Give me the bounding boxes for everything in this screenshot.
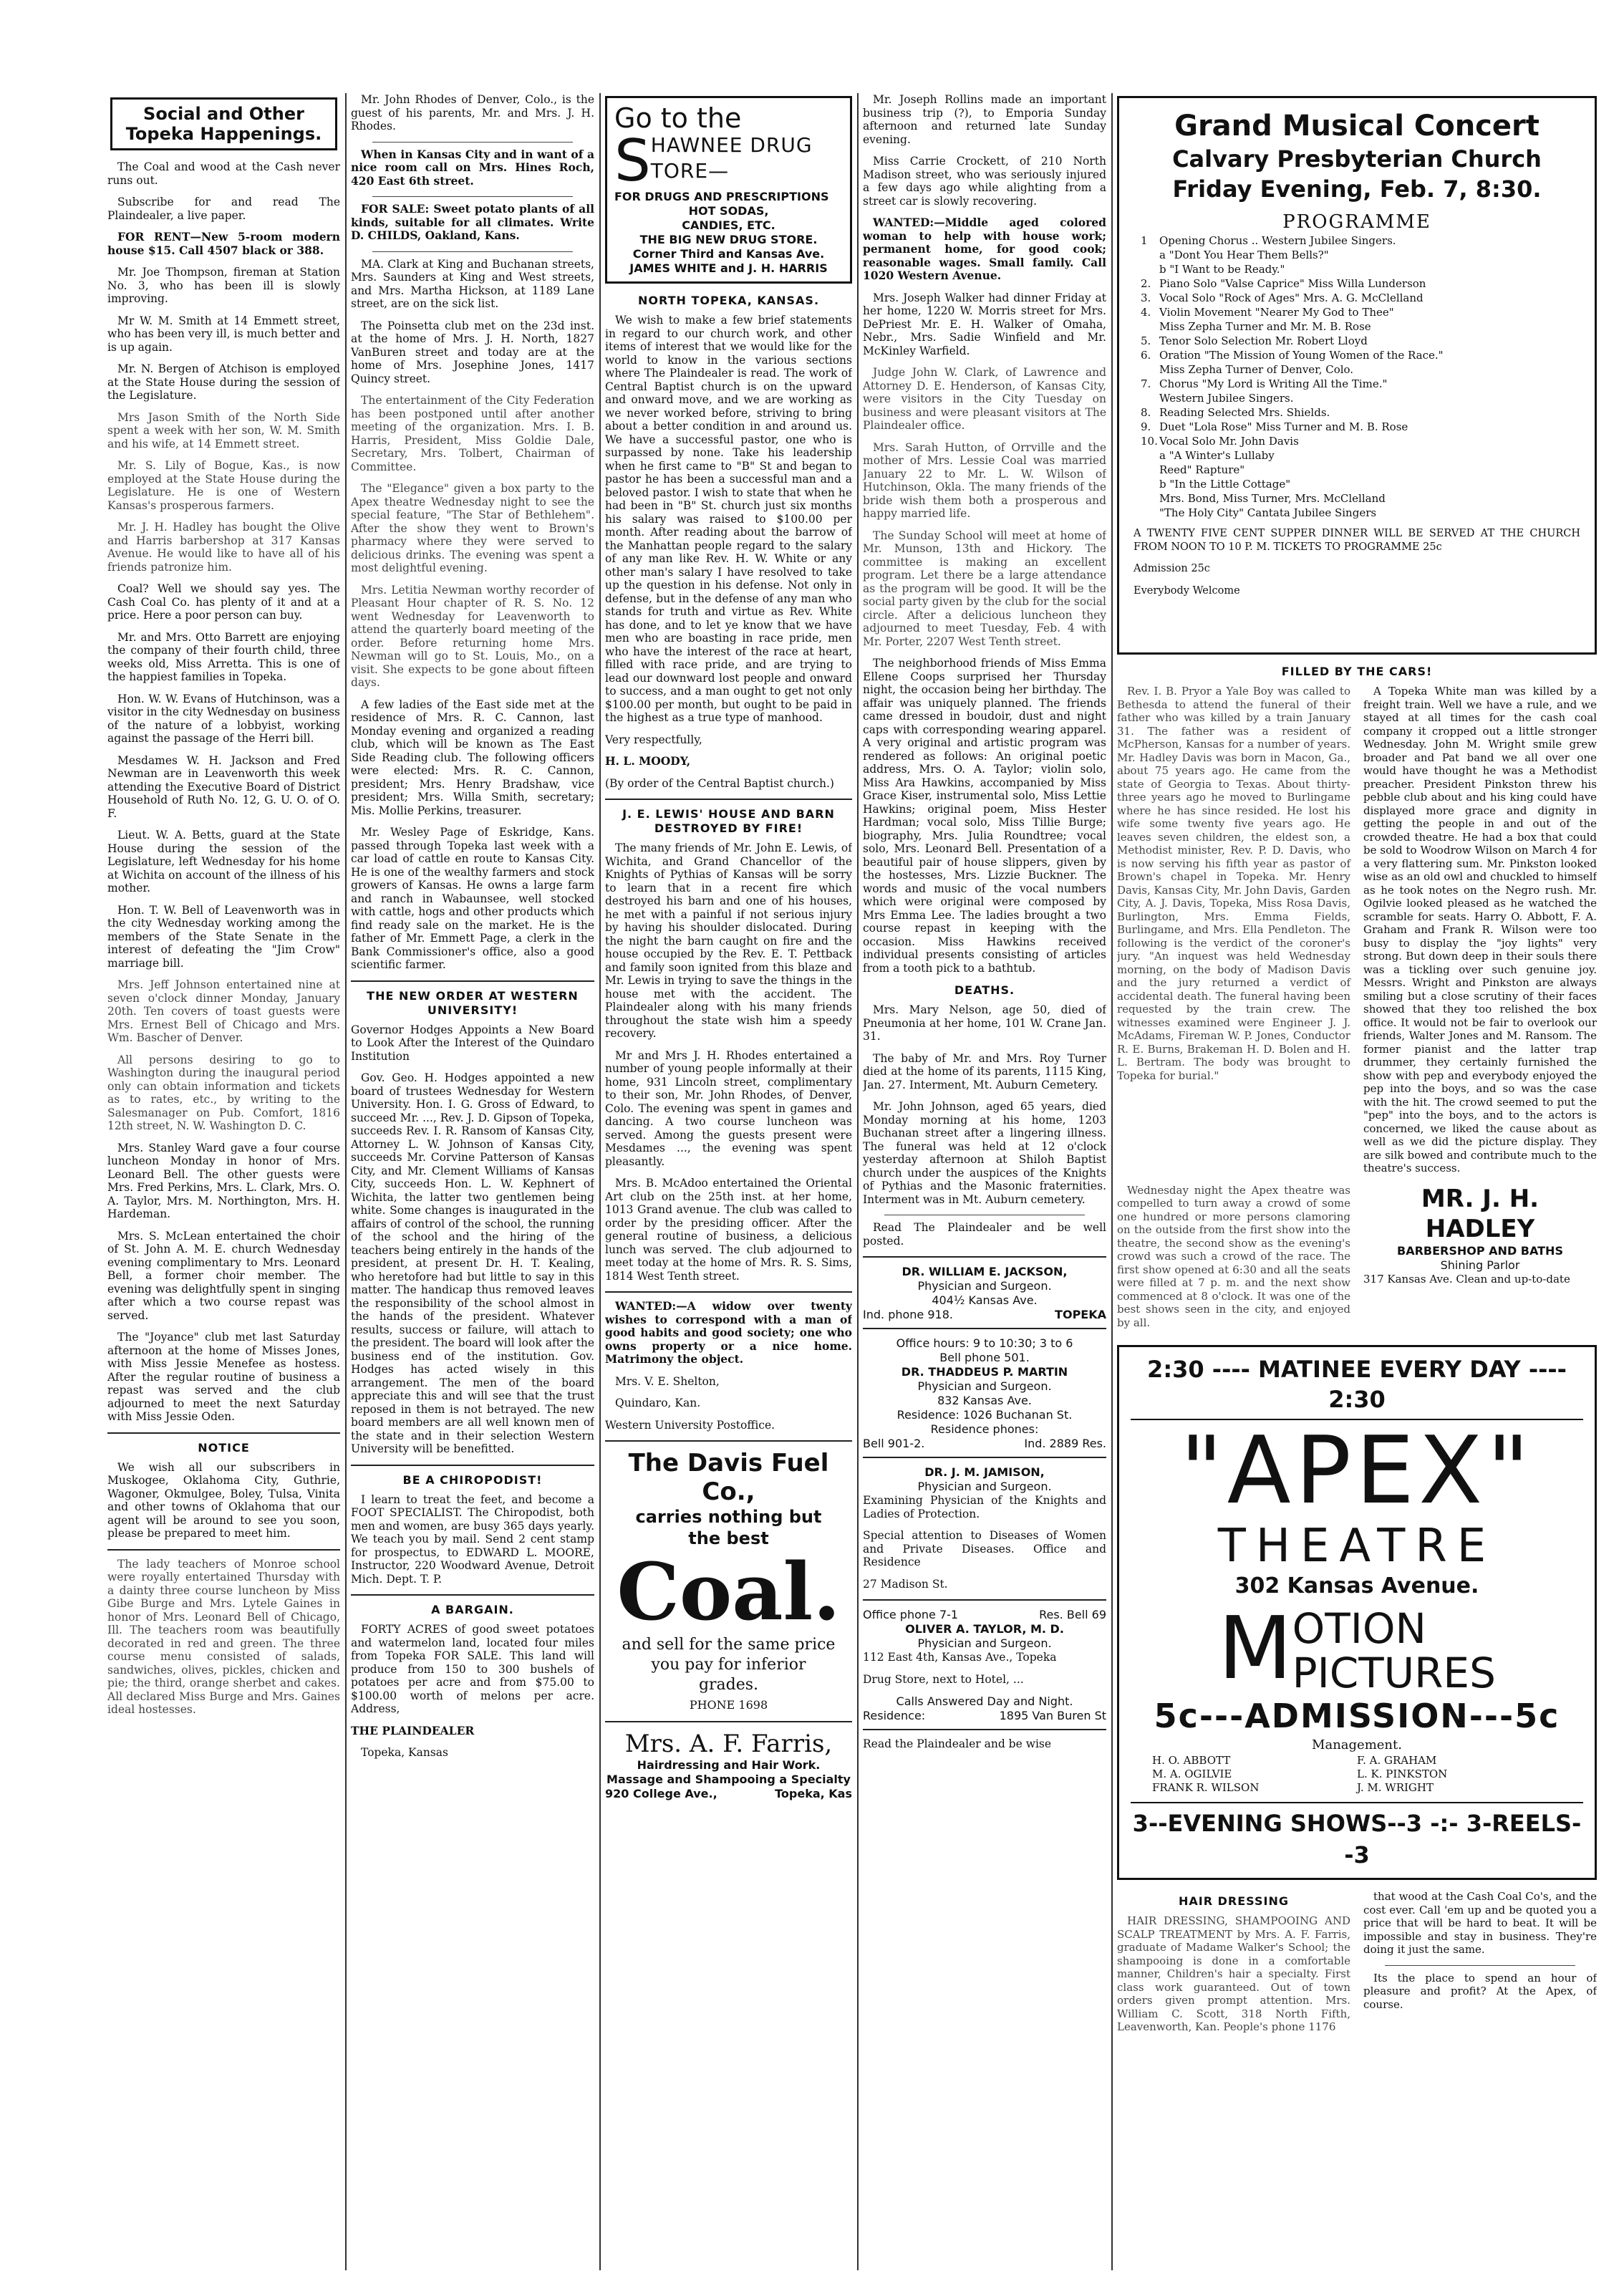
coal-word: Coal. (617, 1546, 841, 1638)
programme-item-text: a "Dont You Hear Them Bells?" (1159, 249, 1329, 261)
apex-theatre-word: THEATRE (1217, 1520, 1497, 1573)
divider (605, 1440, 852, 1442)
apex-evening-shows: 3--EVENING SHOWS--3 -:- 3-REELS--3 (1131, 1802, 1583, 1871)
davis-fuel-headline: The Davis Fuel Co., (628, 1449, 829, 1506)
hadley-line: BARBERSHOP AND BATHS (1397, 1243, 1563, 1258)
column-rule (857, 93, 859, 2270)
drug-line: THE BIG NEW DRUG STORE. (639, 233, 818, 246)
programme-item-text: b "I Want to be Ready." (1159, 263, 1285, 276)
article-paragraph: FOR SALE: Sweet potato plants of all kinds, suitable for all climates. Write D. CHILDS, Oakland, Kans. (351, 202, 594, 242)
wanted-place-2: Western University Postoffice. (605, 1418, 775, 1432)
article-paragraph: FOR RENT—New 5-room modern house $15. Call 4507 black or 388. (107, 230, 340, 257)
programme-item (1141, 492, 1580, 506)
death-notice: Mr. John Johnson, aged 65 years, died Monday morning at his home, 1203 Buchanan street after a lingering illness. The funeral was held at 12 o'clock yesterday afternoon at Shiloh Baptist church under the auspices of the Knights of Pythias and the Masonic fraternities. Interment was in Mt. Auburn cemetery. (863, 1100, 1106, 1206)
programme-item (1141, 277, 1580, 291)
dr-jamison-line: Special attention to Diseases of Women and Private Diseases. Office and Residence (863, 1529, 1106, 1568)
davis-fuel-sub: carries nothing but (635, 1507, 822, 1527)
deaths-headline: DEATHS. (954, 983, 1015, 997)
dr-martin-line: Residence phones: (930, 1422, 1039, 1436)
church-signature: H. L. MOODY, (605, 754, 691, 768)
cash-coal-text: that wood at the Cash Coal Co's, and the cost ever. Call 'em up and be quoted you a price that will be hard to beat. It will be impossible and stay in business. They're doing it just the same. (1363, 1890, 1597, 1956)
church-headline: NORTH TOPEKA, KANSAS. (637, 294, 820, 307)
cars-right-text: A Topeka White man was killed by a freight train. Well we have a rule, and we stayed at all times for the cash coal company it cropped out a little stronger Wednesday. John M. Wright smile grew broader and Pat band we all over one would have thought he was a Methodist preacher. President Pinkston threw his pebble club about and his king could have displayed more grace and dignity in getting the people in and out of the crowded theatre. He had a box that could be sold to Woodrow Wilson on March 4 for a very flattering sum. Mr. Pinkston looked wise as an old owl and chuckled to himself as he took notes on the Negro rush. Mr. Ogilvie looked pleased as he watched the scramble for seats. Harry O. Abbott, F. A. Graham and Frank R. Wilson were too busy to display the "joy lights" very strong. But down deep in their souls there was a tickling over such genuine joy. Messrs. Wright and Pinkston are always smiling but a close scrutiny of their faces showed that they too relished the box office. It would not be fair to overlook our friends, Walter Jones and M. Ransom. The former pianist and the latter trap drummer, they certainly furnished the show with pep and everybody enjoyed the pep into the boys, and so was the case with the hit. The crowd seemed to put the "pep" into the boys, and to the actors is concerned, we liked the cause about as well as we did the picture display. They are silk bowed and contribute much to the theatre's success. (1363, 685, 1597, 1175)
programme-item (1141, 449, 1580, 463)
dr-jackson-city: TOPEKA (1055, 1308, 1106, 1321)
drug-line: JAMES WHITE and J. H. HARRIS (629, 261, 828, 275)
article-paragraph: A few ladies of the East side met at the residence of Mrs. R. C. Cannon, last Monday evening and organized a reading club, which will be known as The East Side Reading club. The following officers were elected: Mrs. R. C. Cannon, president; Mrs. Henry Bradshaw, vice president; Mrs. Willa Smith, secretary; Mis. Mollie Perkins, treasurer. (351, 698, 594, 817)
article-paragraph: Mrs. Joseph Walker had dinner Friday at her home, 1220 W. Morris street for Mrs. DePriest Mr. E. H. Walker of Omaha, Nebr., Mrs. Sadie Winfield and Mr. McKinley Warfield. (863, 291, 1106, 357)
fire-text: The many friends of Mr. John E. Lewis, of Wichita, and Grand Chancellor of the Knights of Pythias of Kansas will be sorry to learn that in a recent fire which destroyed his barn and one of his houses, he met with a painful if not serious injury by having his shoulder dislocated. During the night the barn caught on fire and the house occupied by the Rev. E. T. Pettback and family soon ignited from this blaze and Mr. Lewis in trying to save the things in the house met with the accident. The Plaindealer along with his many friends throughout the state wish him a speedy recovery. (605, 842, 852, 1040)
divider (605, 1291, 852, 1293)
concert-date: Friday Evening, Feb. 7, 8:30. (1172, 175, 1542, 203)
hadley-name: MR. J. H. HADLEY (1421, 1184, 1540, 1243)
article-paragraph: The Coal and wood at the Cash never runs out. (107, 160, 340, 187)
programme-item (1141, 263, 1580, 276)
cars-headline: FILLED BY THE CARS! (1281, 665, 1433, 678)
programme-item (1141, 406, 1580, 420)
article-paragraph: Mr. John Rhodes of Denver, Colo., is the guest of his parents, Mr. and Mrs. J. H. Rhodes. (351, 93, 594, 132)
dr-martin-line: Residence: 1026 Buchanan St. (896, 1408, 1073, 1422)
dr-jamison-line: Physician and Surgeon. (917, 1480, 1052, 1493)
programme-item-number: 6. (1141, 349, 1151, 362)
programme-item-text: Chorus "My Lord is Writing All the Time." (1159, 377, 1388, 390)
article-paragraph: Hon. W. W. Evans of Hutchinson, was a visitor in the city Wednesday on business of the nature of a lobbyist, working against the passage of the Herri bill. (107, 692, 340, 745)
bargain-place: Topeka, Kansas (361, 1746, 449, 1759)
programme-item-text: Miss Zepha Turner and Mr. M. B. Rose (1159, 320, 1371, 333)
western-university-text: Gov. Geo. H. Hodges appointed a new board of trustees Wednesday for Western University. Hon. I. G. Gross of Edward, to succeed Mr. ..., Rev. J. D. Gipson of Topeka, succeeds Rev. I. R. Ransom of Kansas City, Attorney L. W. Johnson of Kansas City, succeeds Mr. Corvine Patterson of Kansas City, and Mr. Clement Williams of Kansas City, succeeds Hon. L. W. Kephnert of Wichita, the latter two gentlemen being white. Some changes is inaugurated in the affairs of control of the school, the running of the school and the hiring of the teachers being entirely in the hands of the president, at present Dr. H. T. Kealing, who heretofore had but little to say in this matter. The handicap thus removed leaves the responsibility of the school almost in the hands of the president. Whatever results, success or failure, will attach to the president. The board will look after the business end of the institution. Gov. Hodges has acted wisely in this arrangement. The men of the board appreciate this and will see that the trust reposed in them is not betrayed. The new board members are all well known men of the state and in their selection Western University will be benefitted. (351, 1071, 594, 1455)
programme-item-number: 1 (1141, 234, 1148, 247)
programme-list (1134, 234, 1580, 520)
davis-fuel-tail: and sell for the same price (622, 1636, 836, 1654)
apex-management-label: Management. (1312, 1737, 1402, 1752)
fire-headline: J. E. LEWIS' HOUSE AND BARN DESTROYED BY FIRE! (622, 807, 835, 835)
programme-item-text: Miss Zepha Turner of Denver, Colo. (1159, 363, 1354, 376)
apex-management (1131, 1754, 1583, 1795)
article-paragraph: Mrs. S. McLean entertained the choir of St. John A. M. E. church Wednesday evening complimentary to Mrs. Leonard Bell, a former choir member. The evening was delightfully spent in singing after which a two course repast was served. (107, 1229, 340, 1322)
divider (351, 980, 594, 982)
dr-jackson-line: Physician and Surgeon. (917, 1279, 1052, 1293)
manager-name: J. M. WRIGHT (1357, 1781, 1434, 1794)
social-header: Social and Other Topeka Happenings. (110, 97, 337, 150)
divider (605, 1721, 852, 1722)
programme-item-text: Western Jubilee Singers. (1159, 392, 1294, 405)
davis-fuel-tail: grades. (698, 1676, 759, 1694)
article-paragraph: WANTED:—Middle aged colored woman to help with house work; permanent home, for good cook; reasonable wages. Small family. Call 1020 Western Avenue. (863, 216, 1106, 282)
drug-go-to: Go to the (614, 102, 742, 134)
article-paragraph: Mr. J. H. Hadley has bought the Olive and Harris barbershop at 317 Kansas Avenue. He would like to have all of his friends patronize him. (107, 521, 340, 574)
article-paragraph: Mesdames W. H. Jackson and Fred Newman are in Leavenworth this week attending the Executive Board of District Household of Ruth No. 12, G. U. O. of O. F. (107, 753, 340, 820)
programme-item (1141, 320, 1580, 334)
concert-ad (1117, 96, 1597, 655)
chiropodist-headline: BE A CHIROPODIST! (402, 1472, 543, 1487)
programme-item (1141, 420, 1580, 434)
article-paragraph: The neighborhood friends of Miss Emma Ellene Coops surprised her Thursday night, the occasion being her birthday. The affair was uniquely planned. The friends came dressed in boudoir, dust and night caps with corresponding wearing apparel. A very original and artistic program was rendered as follows: An original poetic address, Mrs. O. A. Taylor; violin solo, Miss Ara Hawkins, accompanied by Miss Grace Kiser, instrumental solo, Miss Lettie Hawkins; original poem, Miss Hester Hardman; vocal solo, Miss Tillie Burge; biography, Mrs. Julia Roundtree; vocal solo, Mrs. Leonard Bell. Presentation of a beautiful pair of house slippers, given by the hostesses, Mrs. Lizzie Buckner. The words and music of the vocal numbers which were original were composed by Mrs Emma Lee. The ladies brought a two course repast in keeping with the occasion. Miss Hawkins received individual presents consisting of articles from a tooth pick to a bathtub. (863, 657, 1106, 975)
farris-address: 920 College Ave., (605, 1787, 717, 1800)
hadley-line: 317 Kansas Ave. Clean and up-to-date (1363, 1272, 1570, 1286)
programme-item-text: Oration "The Mission of Young Women of the Race." (1159, 349, 1444, 362)
programme-item-number: 8. (1141, 406, 1151, 419)
drug-line: CANDIES, ETC. (682, 218, 775, 232)
article-paragraph: All persons desiring to go to Washington during the inaugural period only can obtain information and tickets as to rates, etc., by writing to the Salesmanager on Pub. Comfort, 1816 12th street, N. W. Washington D. C. (107, 1053, 340, 1132)
programme-item-text: Duet "Lola Rose" Miss Turner and M. B. Rose (1159, 420, 1408, 433)
programme-item-number: 2. (1141, 277, 1151, 290)
article-paragraph: Mr. Joe Thompson, fireman at Station No. 3, who has been ill is slowly improving. (107, 266, 340, 305)
article-paragraph: Judge John W. Clark, of Lawrence and Attorney D. E. Henderson, of Kansas City, were visitors in the City Tuesday on business and were pleasant visitors at The Plaindealer office. (863, 366, 1106, 432)
programme-item-number: 4. (1141, 306, 1151, 319)
dr-jackson-line: 404½ Kansas Ave. (932, 1293, 1038, 1307)
death-notice: Mrs. Mary Nelson, age 50, died of Pneumonia at her home, 101 W. Crane Jan. 31. (863, 1003, 1106, 1043)
bargain-signature: THE PLAINDEALER (351, 1723, 475, 1737)
hadley-line: Shining Parlor (1440, 1258, 1520, 1272)
wanted-signature: Mrs. V. E. Shelton, (615, 1374, 720, 1388)
western-university-headline: THE NEW ORDER AT WESTERN UNIVERSITY! (367, 988, 579, 1017)
apex-pictures: PICTURES (1292, 1649, 1496, 1697)
article-paragraph: Mr. N. Bergen of Atchison is employed at the State House during the session of the Legislature. (107, 362, 340, 402)
divider (1385, 1965, 1575, 1966)
article-paragraph: The Poinsetta club met on the 23d inst. at the home of Mrs. J. H. North, 1827 VanBuren street and today are at the home of Mrs. Josephine Jones, 1417 Quincy street. (351, 319, 594, 385)
dr-taylor-res-phone: Res. Bell 69 (1039, 1608, 1106, 1621)
concert-church: Calvary Presbyterian Church (1172, 145, 1542, 173)
bottom-row (1117, 1890, 1597, 2043)
divider (863, 1256, 1106, 1258)
article-paragraph: Subscribe for and read The Plaindealer, a live paper. (107, 196, 340, 222)
farris-line: Massage and Shampooing a Specialty (606, 1773, 851, 1786)
programme-item (1141, 392, 1580, 405)
dr-martin-bell: Bell 901-2. (863, 1437, 925, 1450)
drug-name-line2: TORE— (650, 159, 730, 183)
farris-name: Mrs. A. F. Farris, (624, 1730, 833, 1758)
farris-city: Topeka, Kas (775, 1787, 852, 1800)
church-close: Very respectfully, (605, 733, 702, 746)
article-paragraph: Lieut. W. A. Betts, guard at the State House during the session of the Legislature, left Wednesday for his home at Wichita on account of the illness of his mother. (107, 829, 340, 895)
bargain-headline: A BARGAIN. (431, 1603, 514, 1616)
divider (107, 1549, 340, 1551)
divider (863, 1457, 1106, 1458)
rhodes-text: Mr and Mrs J. H. Rhodes entertained a number of young people informally at their home, 931 Lincoln street, complimentary to their son, Mr. John Rhodes, of Denver, Colo. The evening was spent in games and dancing. A two course luncheon was served. Among the guests present were Mesdames ..., the evening was spent pleasantly. (605, 1048, 852, 1168)
programme-item-number: 5. (1141, 334, 1151, 347)
column-rule (345, 93, 347, 2270)
concert-title: Grand Musical Concert (1174, 110, 1540, 143)
church-signature-note: (By order of the Central Baptist church.) (605, 776, 834, 790)
dr-martin-line: 832 Kansas Ave. (937, 1394, 1032, 1407)
church-text: We wish to make a few brief statements in regard to our church work, and other items of interest that we would like for the world to know in the various sections where The Plaindealer is read. The work of Central Baptist church is on the upward and onward move, and we are working as we never worked before, striving to bring about a better condition in and around us. We have a successful pastor, one who is surpassed by none. Take his leadership when he first came to "B" St and began to pastor he has been a successful man and a beloved pastor. I wish to state that when he had been in "B" St. church just six months his salary was raised to $100.00 per month. After reading about the barrow of the Manhattan people regard to the salary of any man like Rev. H. W. White or any other man's salary I have resolved to take up the question in his defense. Not only in defense, but in the defense of any man who stands for truth and virtue as Rev. White has done, and to let ye know that we have men who are boasting in race pride, men who have the interest of the race at heart, filled with race pride, and are trying to lead our downward lost people and onward to success, and a man ought to get not only $100.00 per month, but ought to be paid in the highest as a true type of manhood. (605, 314, 852, 724)
divider (372, 251, 573, 252)
article-paragraph: Mr. Wesley Page of Eskridge, Kans. passed through Topeka last week with a car load of cattle en route to Kansas City. He is one of the wealthy farmers and stock growers of Kansas. He owns a large farm and ranch in Wabaunsee, well stocked with cattle, hogs and other products which find ready sale on the market. He is the father of Mr. Emmett Page, a clerk in the Bank Commissioner's office, also a good scientific farmer. (351, 826, 594, 971)
column-4 (863, 93, 1106, 2270)
divider (605, 799, 852, 800)
hair-text: HAIR DRESSING, SHAMPOOING AND SCALP TREATMENT by Mrs. A. F. Farris, graduate of Madame Walker's School; the shampooing is done in a comfortable manner, Children's hair a specialty. First class work guaranteed. Out of town orders given prompt attention. Mrs. William C. Scott, 318 North Fifth, Leavenworth, Kan. People's phone 1176 (1117, 1914, 1350, 2033)
column-5 (1117, 93, 1597, 2270)
article-paragraph: Coal? Well we should say yes. The Cash Coal Co. has plenty of it and at a price. Here a poor person can buy. (107, 582, 340, 622)
programme-item (1141, 291, 1580, 305)
programme-item-number: 7. (1141, 377, 1151, 390)
cars-bottom-text: Wednesday night the Apex theatre was compelled to turn away a crowd of some one hundred or more persons clamoring on the outside from the first show into the theatre, the second show as the evening's crowd was such a crowd of the race. The first show opened at 6:30 and all the seats were filled at 7 p. m. and the next show commenced at 8 o'clock. It was one of the best shows seen in the city, and enjoyed by all. (1117, 1183, 1350, 1329)
davis-fuel-phone: PHONE 1698 (689, 1698, 768, 1712)
manager-name: M. A. OGILVIE (1152, 1768, 1232, 1780)
programme-item-text: Vocal Solo "Rock of Ages" Mrs. A. G. McClelland (1159, 291, 1424, 304)
article-paragraph: The lady teachers of Monroe school were royally entertained Thursday with a dainty three course luncheon by Miss Gibe Burge and Mrs. Lytele Gaines in honor of Mrs. Leonard Bell of Chicago, Ill. The teachers room was beautifully decorated in red and green. The three course menu consisted of salads, sandwiches, olives, pickles, chicken and pie; the third, orange sherbet and cakes. All declared Miss Burge and Mrs. Gaines ideal hostesses. (107, 1557, 340, 1716)
programme-item-text: b "In the Little Cottage" (1159, 478, 1291, 491)
dr-martin-name: DR. THADDEUS P. MARTIN (901, 1365, 1068, 1379)
programme-item-text: Opening Chorus .. Western Jubilee Singers. (1159, 234, 1396, 247)
programme-item (1141, 349, 1580, 362)
divider (372, 196, 573, 197)
manager-name: L. K. PINKSTON (1357, 1768, 1448, 1780)
programme-item-text: Piano Solo "Valse Caprice" Miss Willa Lunderson (1159, 277, 1426, 290)
programme-item (1141, 249, 1580, 262)
apex-pleasure-text: Its the place to spend an hour of pleasure and profit? At the Apex, of course. (1363, 1971, 1597, 2011)
davis-fuel-tail: you pay for inferior (651, 1656, 806, 1674)
programme-item-text: Reed" Rapture" (1159, 463, 1245, 476)
article-paragraph: Mr W. M. Smith at 14 Emmett street, who has been very ill, is much better and is up again. (107, 314, 340, 354)
programme-item (1141, 506, 1580, 520)
programme-title: PROGRAMME (1282, 211, 1431, 233)
dr-martin-phone: Bell phone 501. (939, 1351, 1030, 1364)
article-paragraph: Hon. T. W. Bell of Leavenworth was in the city Wednesday working among the members of the State Senate in the interest of defeating the "Jim Crow" marriage bill. (107, 903, 340, 970)
divider (863, 1328, 1106, 1329)
dr-taylor-line: 112 East 4th, Kansas Ave., Topeka (863, 1651, 1057, 1664)
davis-fuel-sub: the best (688, 1528, 769, 1548)
dr-taylor-res-label: Residence: (863, 1709, 926, 1722)
apex-name: "APEX" (1179, 1416, 1534, 1525)
mcadoo-text: Mrs. B. McAdoo entertained the Oriental Art club on the 25th inst. at her home, 1013 Grand avenue. The club was called to order by the presiding officer. After the general routine of business, a delicious lunch was served. The club adjourned to meet today at the home of Mrs. R. S. Sims, 1814 West Tenth street. (605, 1177, 852, 1283)
column-2 (351, 93, 594, 2270)
programme-item-number: 10. (1141, 435, 1158, 448)
drug-initial: S (614, 127, 651, 194)
wanted-place: Quindaro, Kan. (615, 1397, 701, 1409)
farris-line: Hairdressing and Hair Work. (637, 1758, 821, 1772)
article-paragraph: MA. Clark at King and Buchanan streets, Mrs. Saunders at King and West streets, and Mrs. Martha Hickson, at 1189 Lane street, are on the sick list. (351, 257, 594, 310)
cars-article (1117, 685, 1597, 1184)
programme-item-text: a "A Winter's Lullaby (1159, 449, 1275, 462)
concert-admission: Admission 25c (1134, 563, 1210, 574)
programme-item (1141, 377, 1580, 391)
apex-theatre-ad (1117, 1345, 1597, 1880)
article-paragraph: Mr. and Mrs. Otto Barrett are enjoying the company of their fourth child, three weeks old, Miss Arretta. This is one of the happiest families in Topeka. (107, 630, 340, 683)
programme-item-text: "The Holy City" Cantata Jubilee Singers (1159, 506, 1377, 519)
drug-line: Corner Third and Kansas Ave. (632, 247, 825, 261)
chiropodist-text: I learn to treat the feet, and become a FOOT SPECIALIST. The Chiropodist, both men and women, are busy 365 days yearly. We teach you by mail. Send 2 cent stamp for prospectus, to EDWARD L. MOORE, Instructor, 220 Woodward Avenue, Detroit Mich. Dept. T. P. (351, 1493, 594, 1586)
column-3 (605, 93, 852, 2270)
divider (863, 1729, 1106, 1730)
article-paragraph: The "Elegance" given a box party to the Apex theatre Wednesday night to see the special feature, "The Star of Bethlehem". After the show they went to Brown's pharmacy where they were served to delicious drinks. The evening was spent a most delightful evening. (351, 482, 594, 574)
manager-name: H. O. ABBOTT (1152, 1754, 1231, 1767)
drug-line: HOT SODAS, (688, 204, 769, 218)
dr-martin-line: Physician and Surgeon. (917, 1379, 1052, 1393)
article-paragraph: Mrs Jason Smith of the North Side spent a week with her son, W. M. Smith and his wife, at 14 Emmett street. (107, 410, 340, 450)
apex-address: 302 Kansas Avenue. (1234, 1573, 1479, 1598)
concert-footer: A TWENTY FIVE CENT SUPPER DINNER WILL BE SERVED AT THE CHURCH FROM NOON TO 10 P. M. TICKETS TO PROGRAMME 25c (1134, 528, 1580, 553)
divider (107, 1432, 340, 1434)
column-rule (1111, 93, 1113, 2270)
dr-taylor-res-address: 1895 Van Buren St (999, 1709, 1106, 1722)
programme-item (1141, 478, 1580, 491)
article-paragraph: The entertainment of the City Federation has been postponed until after another meeting of the organization. Mrs. I. B. Harris, President, Miss Goldie Dale, Secretary, Mrs. Tolbert, Chairman of Committee. (351, 394, 594, 473)
shawnee-drug-ad (605, 96, 852, 284)
column-1 (107, 93, 340, 2270)
article-paragraph: When in Kansas City and in want of a nice room call on Mrs. Hines Roch, 420 East 6th street. (351, 147, 594, 188)
dr-jackson-name: DR. WILLIAM E. JACKSON, (902, 1265, 1068, 1278)
article-paragraph: The "Joyance" club met last Saturday afternoon at the home of Misses Jones, with Miss Jessie Menefee as hostess. After the regular routine of business a repast was served and the club adjourned to meet the next Saturday with Miss Jessie Oden. (107, 1331, 340, 1423)
programme-item (1141, 306, 1580, 319)
programme-item-number: 9. (1141, 420, 1151, 433)
manager-name: FRANK R. WILSON (1152, 1781, 1260, 1794)
newspaper-page (107, 93, 1597, 2270)
dr-taylor-office-phone: Office phone 7-1 (863, 1608, 959, 1621)
apex-matinee: 2:30 ---- MATINEE EVERY DAY ---- 2:30 (1131, 1354, 1583, 1420)
article-paragraph: Mr. S. Lily of Bogue, Kas., is now employed at the State House during the Legislature. He is one of Western Kansas's prosperous farmers. (107, 459, 340, 512)
dr-jamison-line: 27 Madison St. (863, 1577, 948, 1591)
notice-title: NOTICE (198, 1440, 250, 1455)
read-plaindealer-tail: Read the Plaindealer and be wise (863, 1737, 1052, 1750)
divider (372, 142, 573, 143)
manager-name: F. A. GRAHAM (1357, 1754, 1437, 1767)
article-paragraph: Mrs. Letitia Newman worthy recorder of Pleasant Hour chapter of R. S. No. 12 went Wednesday for Leavenworth to attend the quarterly board meeting of the order. Before returning home Mrs. Newman will go to St. Louis, Mo., on a visit. She expects to be gone about fifteen days. (351, 583, 594, 689)
hair-headline: HAIR DRESSING (1179, 1894, 1289, 1908)
read-plaindealer: Read The Plaindealer and be well posted. (863, 1221, 1106, 1248)
dr-jackson-phone: Ind. phone 918. (863, 1308, 953, 1321)
wanted-text: WANTED:—A widow over twenty wishes to correspond with a man of good habits and good society; one who owns property or a nice home. Matrimony the object. (605, 1299, 852, 1366)
divider (351, 1594, 594, 1596)
death-notice: The baby of Mr. and Mrs. Roy Turner died at the home of its parents, 1115 King, Jan. 27. Interment, Mt. Auburn Cemetery. (863, 1051, 1106, 1091)
programme-item-text: Vocal Solo Mr. John Davis (1159, 435, 1299, 448)
programme-item-text: Reading Selected Mrs. Shields. (1159, 406, 1330, 419)
article-paragraph: Mr. Joseph Rollins made an important business trip (?), to Emporia Sunday afternoon and returned late Sunday evening. (863, 93, 1106, 146)
column-rule (599, 93, 601, 2270)
programme-item (1141, 435, 1580, 448)
dr-taylor-line: Physician and Surgeon. (917, 1636, 1052, 1650)
notice-text: We wish all our subscribers in Muskogee, Oklahoma City, Guthrie, Wagoner, Okmulgee, Boley, Tulsa, Vinita and other towns of Oklahoma that our agent will be around to see you soon, please be prepared to meet him. (107, 1460, 340, 1540)
apex-admission: 5c---ADMISSION---5c (1154, 1697, 1560, 1735)
apex-otion: OTION (1292, 1604, 1426, 1653)
programme-item (1141, 363, 1580, 377)
dr-jamison-name: DR. J. M. JAMISON, (924, 1465, 1045, 1479)
concert-welcome: Everybody Welcome (1134, 584, 1240, 597)
dr-martin-ind: Ind. 2889 Res. (1024, 1437, 1106, 1450)
apex-crowd-row (1117, 1184, 1597, 1339)
drug-name-line1: HAWNEE DRUG (650, 133, 813, 157)
programme-item (1141, 463, 1580, 477)
programme-item (1141, 334, 1580, 348)
article-paragraph: Mrs. Stanley Ward gave a four course luncheon Monday in honor of Mrs. Leonard Bell. The other guests were Mrs. Fred Perkins, Mrs. L. Clark, Mrs. O. A. Taylor, Mrs. M. Northington, Mrs. H. Hardeman. (107, 1141, 340, 1220)
article-paragraph: The Sunday School will meet at home of Mr. Munson, 13th and Hickory. The committee is making an excellent program. Let there be a large attendance as the program will be good. It will be the social party given by the club for the social circle. After a delicious luncheon they adjourned to meet Tuesday, Feb. 4 with Mr. Porter, 2207 West Tenth street. (863, 529, 1106, 648)
article-paragraph: Mrs. Jeff Johnson entertained nine at seven o'clock dinner Monday, January 20th. Ten covers of toast guests were Mrs. Ernest Bell of Chicago and Mrs. Wm. Bascher of Denver. (107, 978, 340, 1044)
drug-line: FOR DRUGS AND PRESCRIPTIONS (614, 190, 829, 203)
programme-item-number: 3. (1141, 291, 1151, 304)
divider (351, 1465, 594, 1466)
programme-item (1141, 234, 1580, 248)
dr-taylor-line: Drug Store, next to Hotel, ... (863, 1672, 1024, 1686)
dr-martin-hours: Office hours: 9 to 10:30; 3 to 6 (896, 1336, 1073, 1350)
programme-item-text: Mrs. Bond, Miss Turner, Mrs. McClelland (1159, 492, 1386, 505)
western-university-subhead: Governor Hodges Appoints a New Board to Look After the Interest of the Quindaro Institution (351, 1023, 594, 1063)
bargain-text: FORTY ACRES of good sweet potatoes and watermelon land, located four miles from Topeka FOR SALE. This land will produce from 150 to 300 bushels of potatoes per acre and from $75.00 to $100.00 worth of melons per acre. Address, (351, 1623, 594, 1715)
cars-left-text: Rev. I. B. Pryor a Yale Boy was called to Bethesda to attend the funeral of their father who was killed by a train January 31. The father was a resident of McPherson, Kansas for a number of years. Mr. Hadley Davis was born in Macon, Ga., about 75 years ago. He came from the state of Georgia to Texas. About thirty-three years ago he moved to Burlingame where he has since resided. He lost his wife some twenty five years ago. He leaves seven children, the eldest son, a Methodist minister, Rev. P. D. Davis, who is now serving his fifth year as pastor of Brown's chapel in Topeka. Mr. Henry Davis, Kansas City, Mr. John Davis, Garden City, A. J. Davis, Topeka, Miss Rosa Davis, Burlington, Mrs. Emma Fields, Burlingame, and Mrs. Ella Pendleton. The following is the verdict of the coroner's jury. "An inquest was held Wednesday morning, on the body of Madison Davis and the jury returned a verdict of accidental death. The funeral having been requested by the train crew. The witnesses examined were Engineer J. J. McAdams, Fireman W. P. Jones, Conductor R. E. Burns, Brakeman H. D. Bolen and H. L. Bertram. The body was brought to Topeka for burial." (1117, 685, 1350, 1082)
divider (863, 1599, 1106, 1601)
article-paragraph: Miss Carrie Crockett, of 210 North Madison street, who was seriously injured a few days ago while alighting from a street car is slowly recovering. (863, 155, 1106, 208)
apex-initial: M (1218, 1599, 1292, 1699)
dr-jamison-line: Examining Physician of the Knights and Ladies of Protection. (863, 1494, 1106, 1520)
article-paragraph: Mrs. Sarah Hutton, of Orrville and the mother of Mrs. Lessie Coal was married January 22 to Mr. L. W. Wilson of Hutchinson, Okla. The many friends of the bride wish them both a prosperous and happy married life. (863, 440, 1106, 520)
programme-item-text: Tenor Solo Selection Mr. Robert Lloyd (1159, 334, 1368, 347)
programme-item-text: Violin Movement "Nearer My God to Thee" (1159, 306, 1394, 319)
dr-taylor-line: Calls Answered Day and Night. (896, 1694, 1073, 1708)
dr-taylor-name: OLIVER A. TAYLOR, M. D. (905, 1622, 1064, 1636)
